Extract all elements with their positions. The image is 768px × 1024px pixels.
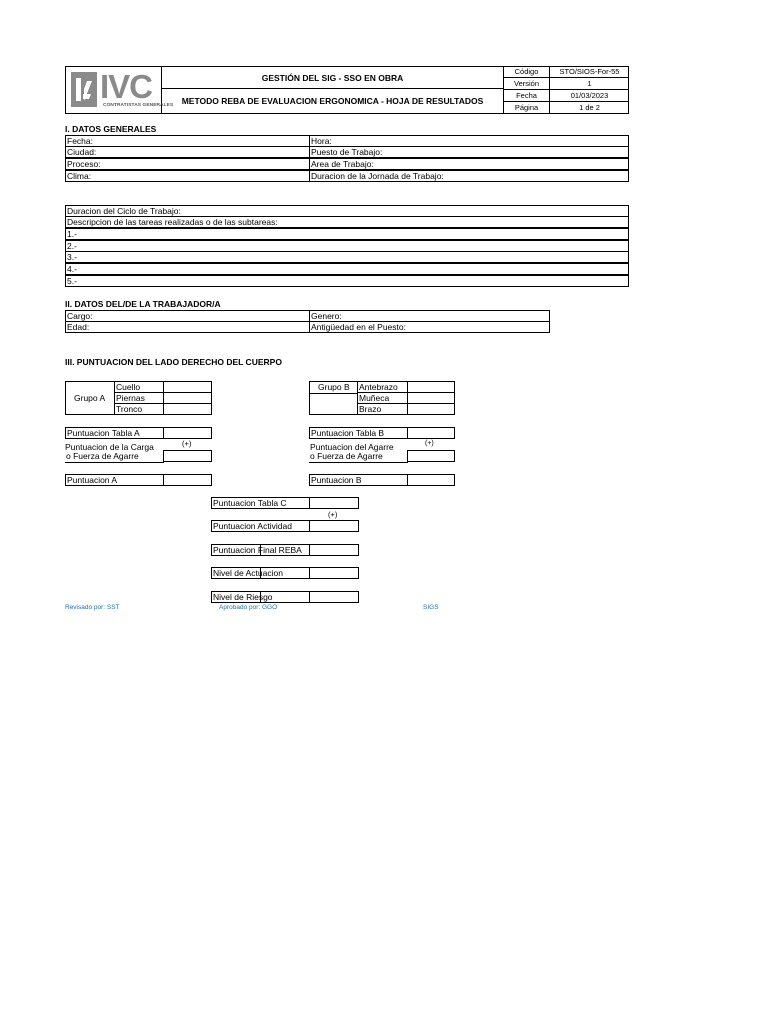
- field-duracion-jornada[interactable]: Duracion de la Jornada de Trabajo:: [309, 170, 629, 182]
- agarre-label-line2: o Fuerza de Agarre: [309, 451, 408, 463]
- group-a-tronco-value[interactable]: [163, 403, 212, 415]
- field-tarea-3[interactable]: 3.-: [65, 251, 629, 263]
- meta-value-pagina: 1 de 2: [579, 103, 600, 112]
- punt-a-value[interactable]: [163, 474, 212, 486]
- field-clima[interactable]: Clima:: [65, 170, 310, 182]
- doc-title-2: METODO REBA DE EVALUACION ERGONOMICA - HOJA DE RESULTADOS: [181, 96, 484, 106]
- final-reba-value[interactable]: [309, 544, 359, 556]
- field-cargo[interactable]: Cargo:: [65, 310, 310, 322]
- field-proceso[interactable]: Proceso:: [65, 158, 310, 170]
- meta-value-version: 1: [550, 78, 629, 90]
- group-b-brazo-label: Brazo: [357, 403, 408, 415]
- group-b-label-cell: [309, 381, 358, 415]
- final-reba-divider: [260, 544, 261, 556]
- logo-text: IVC: [100, 68, 153, 105]
- group-a-label-cell: [65, 381, 115, 415]
- meta-label-pagina: Página: [504, 102, 550, 113]
- meta-value-fecha: 01/03/2023: [550, 90, 629, 102]
- footer-aprobado: Aprobado por: GGO: [219, 604, 278, 611]
- field-tarea-5[interactable]: 5.-: [65, 275, 629, 287]
- field-ciudad[interactable]: Ciudad:: [65, 146, 310, 158]
- actuacion-value[interactable]: [309, 567, 359, 579]
- plus-sign-b: (+): [425, 440, 434, 447]
- field-descripcion-tareas[interactable]: Descripcion de las tareas realizadas o de las subtareas:: [65, 216, 629, 228]
- group-b-label: Grupo B: [318, 382, 350, 392]
- meta-table: [503, 66, 629, 114]
- tabla-b-label: Puntuacion Tabla B: [309, 427, 408, 439]
- tabla-a-value[interactable]: [163, 427, 212, 439]
- group-a-label: Grupo A: [74, 393, 106, 403]
- carga-label-line2: o Fuerza de Agarre: [65, 451, 164, 463]
- section-2-title: II. DATOS DEL/DE LA TRABAJADOR/A: [65, 299, 221, 309]
- meta-label-version: Versión: [504, 78, 550, 90]
- meta-label-codigo: Código: [504, 66, 550, 78]
- tabla-b-value[interactable]: [407, 427, 455, 439]
- group-b-brazo-value[interactable]: [407, 403, 455, 415]
- agarre-value[interactable]: [407, 450, 455, 462]
- riesgo-value[interactable]: [309, 591, 359, 603]
- field-area-trabajo[interactable]: Area de Trabajo:: [309, 158, 629, 170]
- field-puesto-trabajo[interactable]: Puesto de Trabajo:: [309, 146, 629, 158]
- group-b-divider: [310, 393, 358, 394]
- company-logo: [66, 67, 174, 113]
- riesgo-divider: [260, 591, 261, 603]
- tabla-c-value[interactable]: [309, 497, 359, 509]
- actuacion-divider: [260, 567, 261, 579]
- punt-a-label: Puntuacion A: [65, 474, 164, 486]
- field-antiguedad[interactable]: Antigüedad en el Puesto:: [309, 321, 550, 333]
- logo-emblem-icon: [71, 72, 97, 107]
- field-tarea-2[interactable]: 2.-: [65, 240, 629, 252]
- field-genero[interactable]: Genero:: [309, 310, 550, 322]
- plus-sign-c: (+): [328, 510, 338, 519]
- tabla-a-label: Puntuacion Tabla A: [65, 427, 164, 439]
- actividad-label: Puntuacion Actividad: [211, 520, 310, 532]
- logo-subtext: CONTRATISTAS GENERALES: [103, 103, 174, 108]
- logo-mark-icon: [71, 72, 97, 107]
- riesgo-label: Nivel de Riesgo: [211, 591, 310, 603]
- meta-value-codigo: STO/SIOS-For-55: [550, 66, 629, 78]
- section-1-title: I. DATOS GENERALES: [65, 124, 157, 134]
- actuacion-label: Nivel de Actuacion: [211, 567, 310, 579]
- field-hora[interactable]: Hora:: [309, 135, 629, 147]
- actividad-value[interactable]: [309, 520, 359, 532]
- footer-revisado: Revisado por: SST: [65, 604, 120, 611]
- section-3-title: III. PUNTUACION DEL LADO DERECHO DEL CUERPO: [65, 357, 282, 367]
- footer-sigs: SIGS: [423, 604, 439, 611]
- field-fecha[interactable]: Fecha:: [65, 135, 310, 147]
- agarre-label-line1: Puntuacion del Agarre: [310, 442, 394, 452]
- field-duracion-ciclo[interactable]: Duracion del Ciclo de Trabajo:: [65, 205, 629, 217]
- group-b-antebrazo-label: Antebrazo: [357, 381, 408, 393]
- doc-title-1: GESTIÓN DEL SIG - SSO EN OBRA: [162, 67, 503, 89]
- field-edad[interactable]: Edad:: [65, 321, 310, 333]
- tabla-c-label: Puntuacion Tabla C: [211, 497, 310, 509]
- final-reba-label: Puntuacion Final REBA: [211, 544, 310, 556]
- plus-sign-a: (+): [182, 439, 192, 448]
- field-tarea-1[interactable]: 1.-: [65, 228, 629, 240]
- punt-b-value[interactable]: [407, 474, 455, 486]
- group-b-muneca-label: Muñeca: [357, 392, 408, 404]
- meta-label-fecha: Fecha: [504, 90, 550, 102]
- group-a-cuello-label: Cuello: [114, 381, 164, 393]
- carga-label-line1: Puntuacion de la Carga: [65, 442, 154, 452]
- carga-value[interactable]: [163, 450, 212, 462]
- field-tarea-4[interactable]: 4.-: [65, 263, 629, 275]
- group-a-tronco-label: Tronco: [114, 403, 164, 415]
- punt-b-label: Puntuacion B: [309, 474, 408, 486]
- group-a-piernas-label: Piernas: [114, 392, 164, 404]
